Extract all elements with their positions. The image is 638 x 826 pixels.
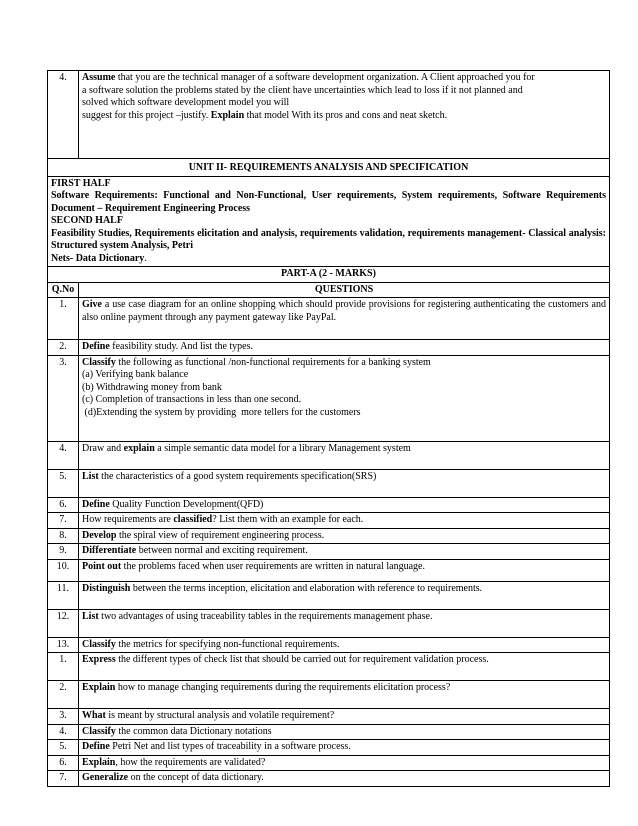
keyword: Explain bbox=[210, 109, 245, 121]
question-number: 7. bbox=[48, 771, 79, 787]
table-row bbox=[48, 559, 610, 581]
question-text: Explain how to manage changing requirements during the requirements elicitation process? bbox=[79, 681, 610, 709]
unit-title: UNIT II- REQUIREMENTS ANALYSIS AND SPECIFICATION bbox=[48, 159, 610, 177]
keyword: Assume bbox=[82, 72, 116, 83]
table-row bbox=[48, 681, 610, 709]
syllabus-block: FIRST HALF Software Requirements: Functional and Non-Functional, User requirements, System requirements, Software Requirements Document – Requirement Engineering Process SECOND HALF Feasibility Studies, Requirements elicitation and analysis, requirements validation, requirements management- Classical analysis: Structured system Analysis, Petri Nets- Data Dictionary. bbox=[48, 176, 610, 267]
question-text: Define Quality Function Development(QFD) bbox=[79, 497, 610, 513]
question-text: Define Petri Net and list types of traceability in a software process. bbox=[79, 740, 610, 756]
question-number: 13. bbox=[48, 637, 79, 653]
table-row bbox=[48, 71, 610, 159]
question-text: Assume that you are the technical manager of a software development organization. A Client approached you for a software solution the problems stated by the client have uncertainties which lead to loss if it not planned and solved which software development model you will suggest for this project –justify. Explain that model With its pros and cons and neat sketch. bbox=[79, 71, 610, 159]
question-number: 2. bbox=[48, 340, 79, 356]
table-row bbox=[48, 709, 610, 725]
question-number: 5. bbox=[48, 469, 79, 497]
question-text: Distinguish between the terms inception, elicitation and elaboration with reference to requirements. bbox=[79, 581, 610, 609]
question-number: 8. bbox=[48, 528, 79, 544]
question-number: 2. bbox=[48, 681, 79, 709]
question-text: How requirements are classified? List them with an example for each. bbox=[79, 513, 610, 529]
question-text: Classify the common data Dictionary notations bbox=[79, 724, 610, 740]
question-number: 4. bbox=[48, 724, 79, 740]
question-number: 1. bbox=[48, 298, 79, 340]
table-row bbox=[48, 581, 610, 609]
column-header-questions: QUESTIONS bbox=[79, 282, 610, 298]
table-row bbox=[48, 637, 610, 653]
column-header-qno: Q.No bbox=[48, 282, 79, 298]
question-text: Generalize on the concept of data dictionary. bbox=[79, 771, 610, 787]
question-text: List the characteristics of a good system requirements specification(SRS) bbox=[79, 469, 610, 497]
question-table bbox=[47, 70, 610, 787]
table-row bbox=[48, 497, 610, 513]
question-text: Define feasibility study. And list the types. bbox=[79, 340, 610, 356]
table-row bbox=[48, 159, 610, 177]
question-number: 6. bbox=[48, 497, 79, 513]
question-number: 11. bbox=[48, 581, 79, 609]
table-row bbox=[48, 513, 610, 529]
table-row bbox=[48, 441, 610, 469]
question-number: 6. bbox=[48, 755, 79, 771]
question-text: Express the different types of check list that should be carried out for requirement validation process. bbox=[79, 653, 610, 681]
question-text: What is meant by structural analysis and volatile requirement? bbox=[79, 709, 610, 725]
question-text: Classify the metrics for specifying non-functional requirements. bbox=[79, 637, 610, 653]
question-number: 9. bbox=[48, 544, 79, 560]
question-number: 7. bbox=[48, 513, 79, 529]
question-text: Explain, how the requirements are validated? bbox=[79, 755, 610, 771]
first-half-label: FIRST HALF bbox=[51, 177, 111, 189]
first-half-text: Software Requirements: Functional and Non-Functional, User requirements, System requirements, Software Requirements Document – Requirement Engineering Process bbox=[51, 190, 606, 214]
question-number: 4. bbox=[48, 441, 79, 469]
second-half-text: Feasibility Studies, Requirements elicitation and analysis, requirements validation, requirements management- Classical analysis: Structured system Analysis, Petri bbox=[51, 227, 606, 251]
question-text: Develop the spiral view of requirement engineering process. bbox=[79, 528, 610, 544]
part-a-title: PART-A (2 - MARKS) bbox=[48, 267, 610, 283]
question-number: 5. bbox=[48, 740, 79, 756]
table-row bbox=[48, 176, 610, 267]
question-text: Point out the problems faced when user requirements are written in natural language. bbox=[79, 559, 610, 581]
table-row bbox=[48, 653, 610, 681]
table-row bbox=[48, 755, 610, 771]
table-row bbox=[48, 771, 610, 787]
question-number: 1. bbox=[48, 653, 79, 681]
question-number: 12. bbox=[48, 609, 79, 637]
question-text: Classify the following as functional /non-functional requirements for a banking system (a) Verifying bank balance (b) Withdrawing money from bank (c) Completion of transactions in less than one second. (d)Extending the system by providing more tellers for the customers bbox=[79, 355, 610, 441]
question-text: Draw and explain a simple semantic data model for a library Management system bbox=[79, 441, 610, 469]
question-number: 3. bbox=[48, 355, 79, 441]
table-row bbox=[48, 528, 610, 544]
table-row bbox=[48, 724, 610, 740]
table-row bbox=[48, 340, 610, 356]
question-text: List two advantages of using traceability tables in the requirements management phase. bbox=[79, 609, 610, 637]
table-row bbox=[48, 355, 610, 441]
question-text: Differentiate between normal and exciting requirement. bbox=[79, 544, 610, 560]
question-text: Give a use case diagram for an online shopping which should provide provisions for registering authenticating the customers and also online payment through any payment gateway like PayPal. bbox=[79, 298, 610, 340]
second-half-label: SECOND HALF bbox=[51, 215, 123, 226]
table-row bbox=[48, 740, 610, 756]
question-number: 3. bbox=[48, 709, 79, 725]
table-row bbox=[48, 609, 610, 637]
question-number: 4. bbox=[48, 71, 79, 159]
table-header-row bbox=[48, 282, 610, 298]
table-row bbox=[48, 544, 610, 560]
table-row bbox=[48, 469, 610, 497]
table-row bbox=[48, 298, 610, 340]
table-row bbox=[48, 267, 610, 283]
question-number: 10. bbox=[48, 559, 79, 581]
